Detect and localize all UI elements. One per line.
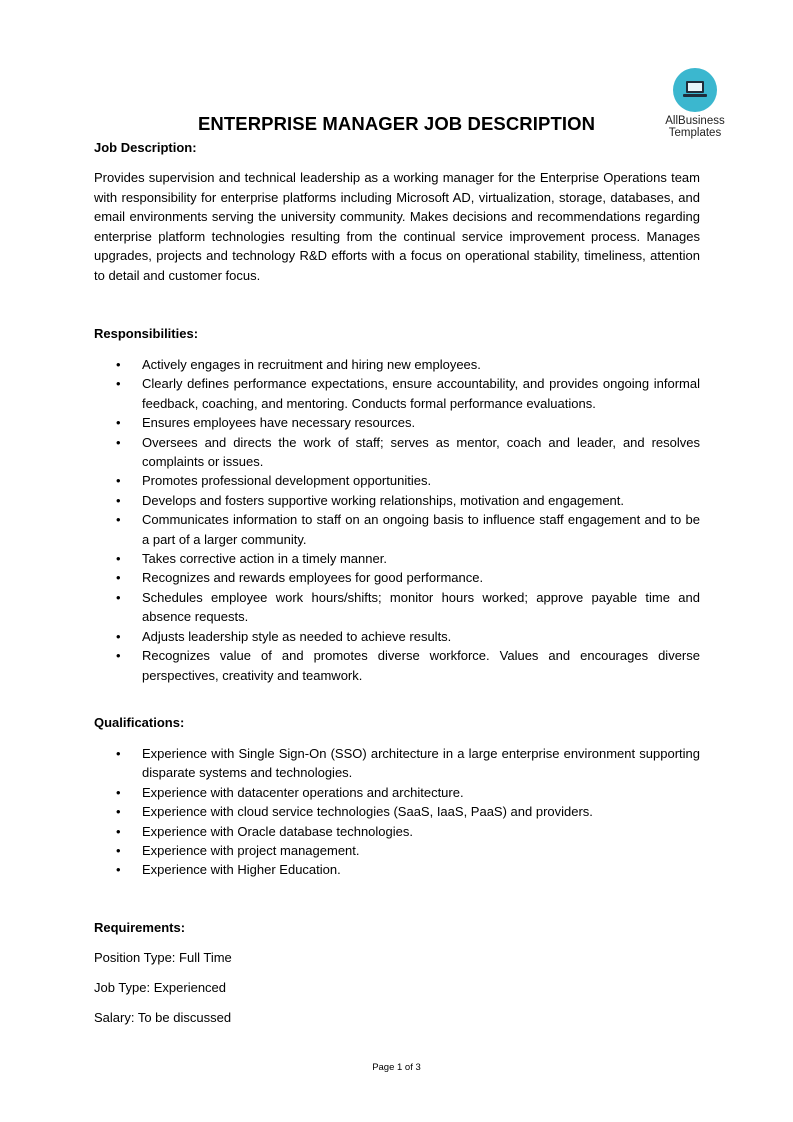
job-description-text: Provides supervision and technical leadership as a working manager for the Enterprise Operations team with responsibility for enterprise platforms including Microsoft AD, virtualization, storage, databases, and email environments serving the university community. Makes decisions and recommendations regarding enterprise platform technologies resulting from the continual service improvement process. Manages upgrades, projects and technology R&D efforts with a focus on operational stability, timeliness, attention to detail and customer focus. <box>94 170 700 283</box>
list-item: • Experience with datacenter operations and architecture. <box>94 783 700 802</box>
responsibilities-heading: Responsibilities: <box>94 326 199 341</box>
list-item: • Promotes professional development opportunities. <box>94 471 700 490</box>
list-item: • Communicates information to staff on an ongoing basis to influence staff engagement and to be a part of a larger community. <box>94 510 700 549</box>
position-type: Position Type: Full Time <box>94 950 232 965</box>
page-title: ENTERPRISE MANAGER JOB DESCRIPTION <box>197 113 596 134</box>
list-item: • Oversees and directs the work of staff; serves as mentor, coach and leader, and resolves complaints or issues. <box>94 433 700 472</box>
page-number: Page 1 of 3 <box>372 1062 421 1073</box>
list-item: • Actively engages in recruitment and hiring new employees. <box>94 355 700 374</box>
qualifications-heading: Qualifications: <box>94 715 185 730</box>
list-item: • Experience with cloud service technologies (SaaS, IaaS, PaaS) and providers. <box>94 802 700 821</box>
logo-circle <box>673 68 717 112</box>
list-item: • Experience with Higher Education. <box>94 860 700 879</box>
list-item: • Ensures employees have necessary resources. <box>94 413 700 432</box>
list-item: • Experience with Oracle database technologies. <box>94 822 700 841</box>
list-item: • Clearly defines performance expectations, ensure accountability, and provides ongoing informal feedback, coaching, and mentoring. Conducts formal performance evaluations. <box>94 374 700 413</box>
logo-line-1: AllBusiness <box>665 115 725 127</box>
list-item: • Schedules employee work hours/shifts; monitor hours worked; approve payable time and absence requests. <box>94 588 700 627</box>
requirements-heading: Requirements: <box>94 920 186 935</box>
salary: Salary: To be discussed <box>94 1010 232 1025</box>
laptop-icon <box>683 80 707 100</box>
job-description-heading: Job Description: <box>94 140 197 155</box>
responsibilities-list <box>94 355 700 685</box>
list-item: • Experience with Single Sign-On (SSO) architecture in a large enterprise environment supporting disparate systems and technologies. <box>94 744 700 783</box>
list-item: • Develops and fosters supportive working relationships, motivation and engagement. <box>94 491 700 510</box>
list-item: • Adjusts leadership style as needed to achieve results. <box>94 627 700 646</box>
qualifications-list <box>94 744 700 880</box>
list-item: • Experience with project management. <box>94 841 700 860</box>
list-item: • Recognizes value of and promotes diverse workforce. Values and encourages diverse perspectives, creativity and teamwork. <box>94 646 700 685</box>
list-item: • Recognizes and rewards employees for good performance. <box>94 568 700 587</box>
job-type: Job Type: Experienced <box>94 980 227 995</box>
logo-line-2: Templates <box>668 127 722 139</box>
list-item: • Takes corrective action in a timely manner. <box>94 549 700 568</box>
